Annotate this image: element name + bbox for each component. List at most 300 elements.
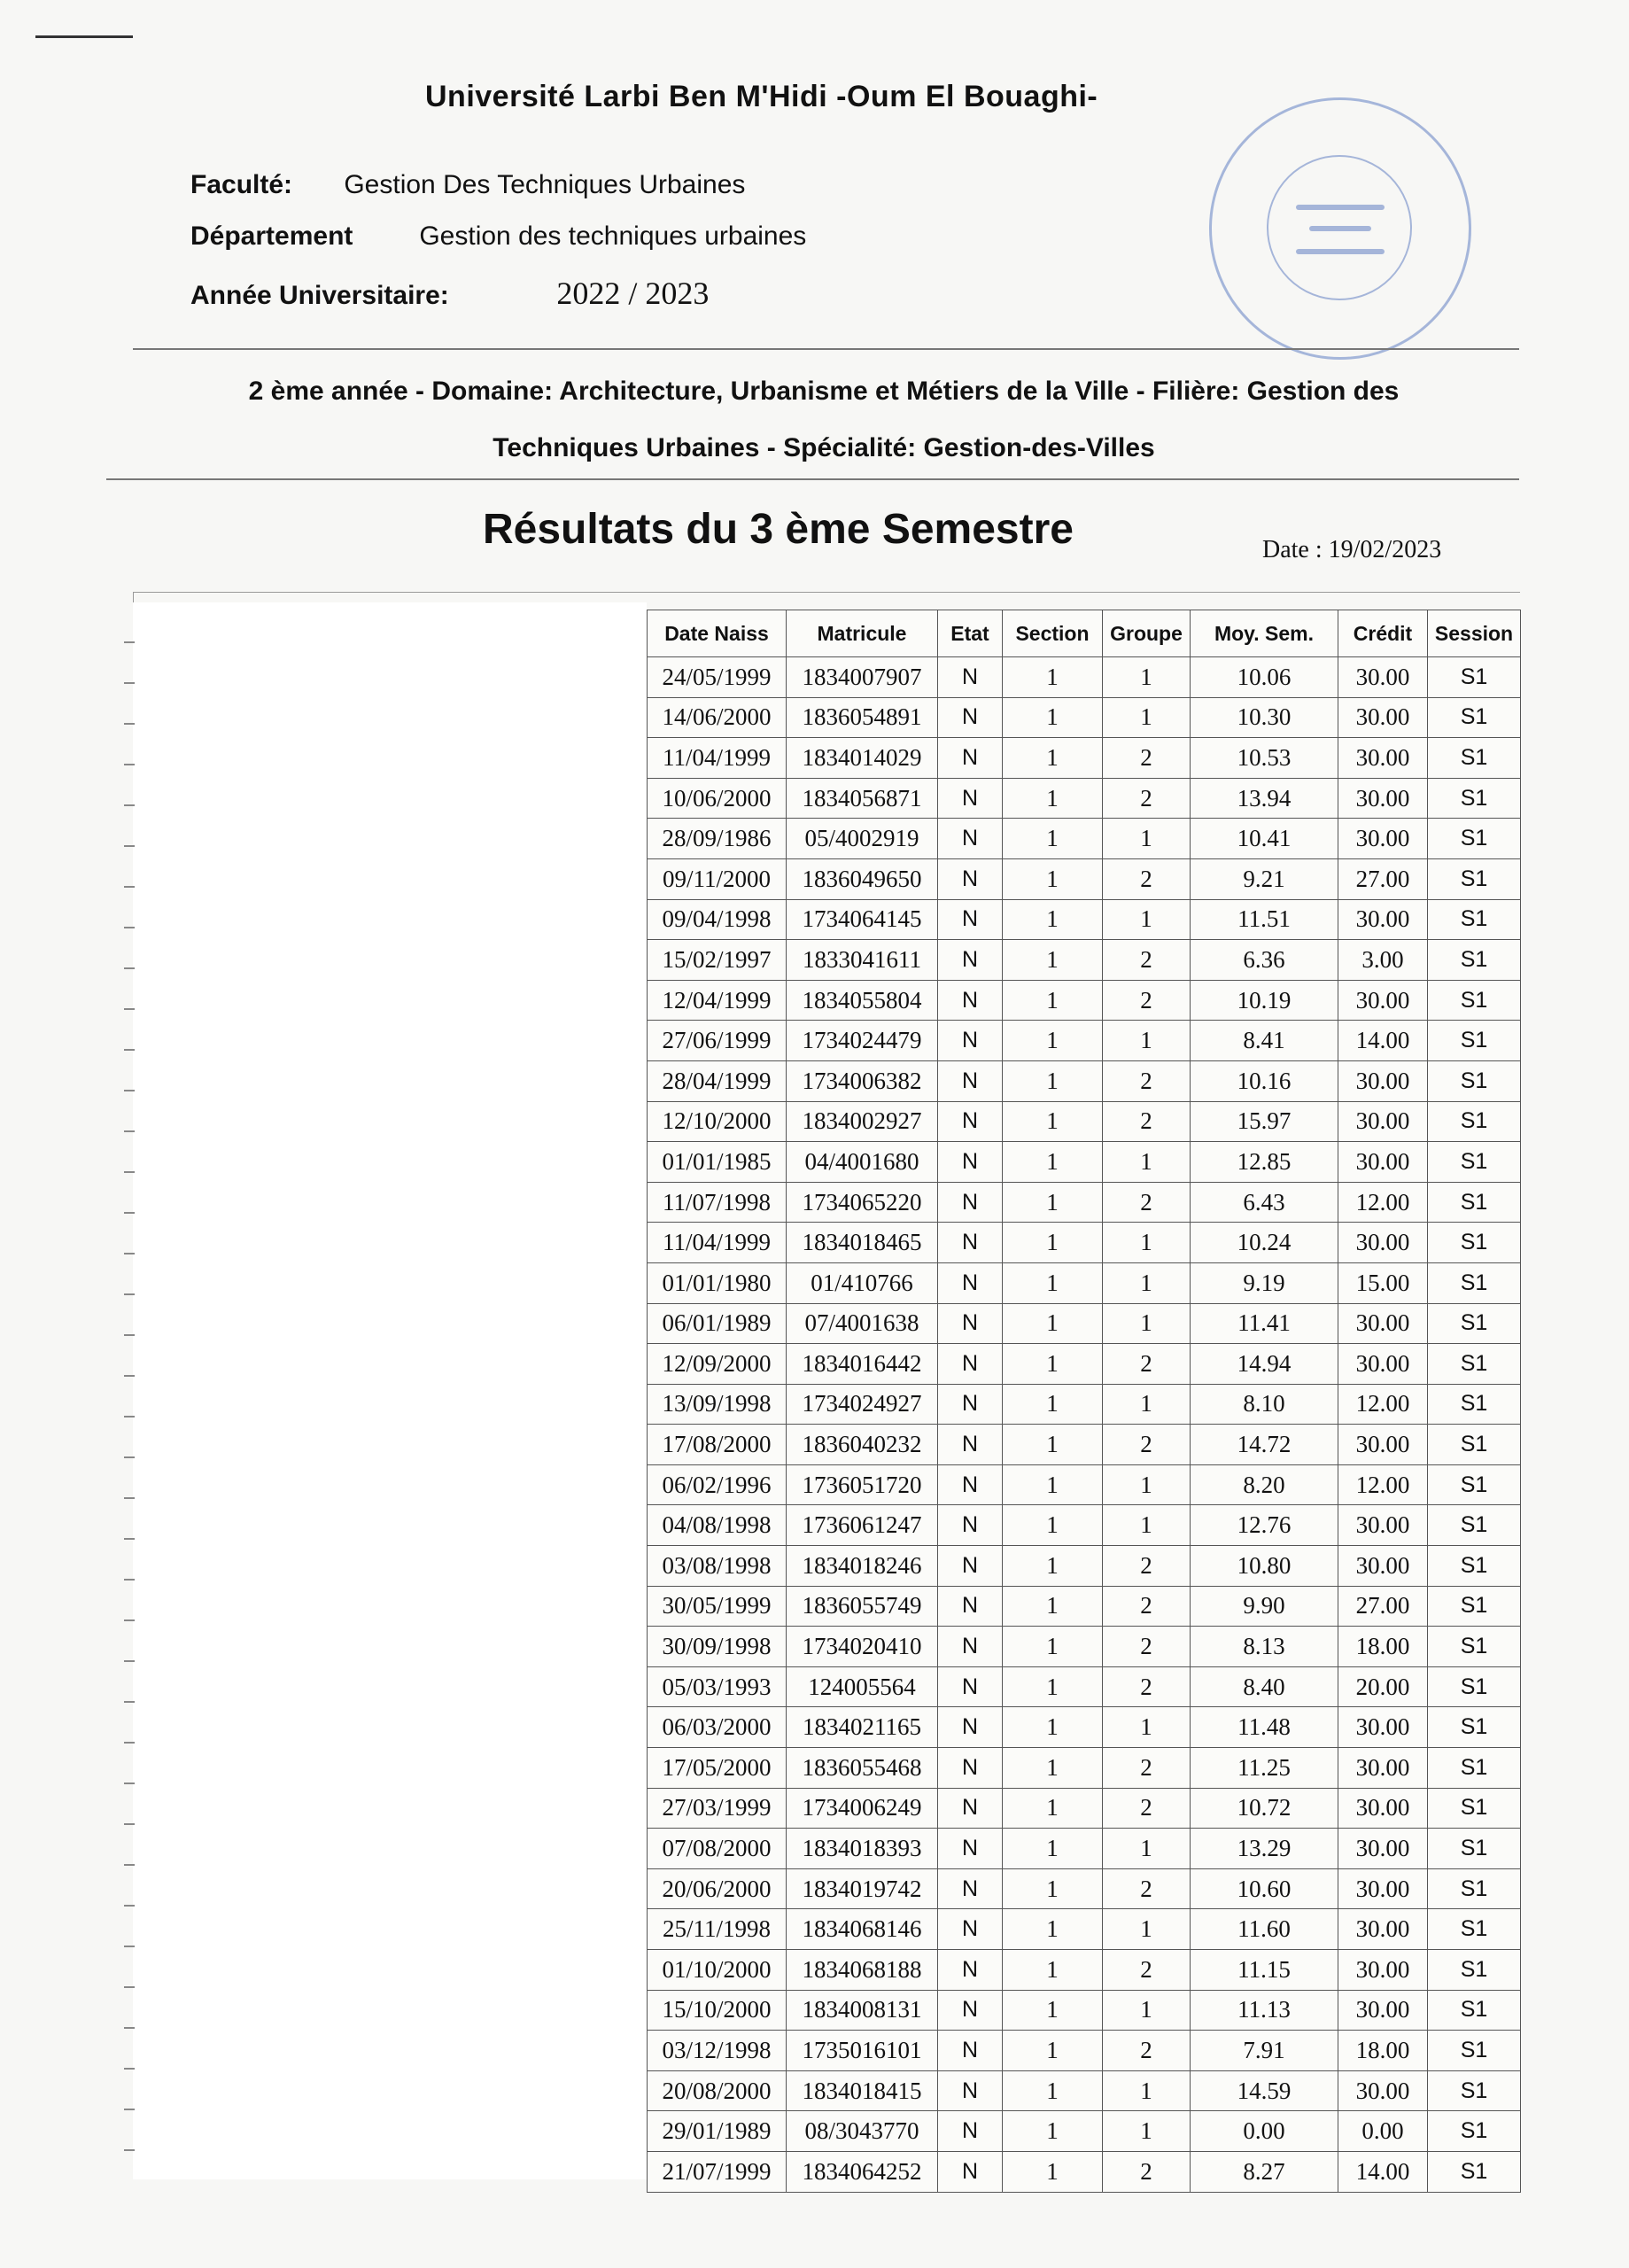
cell-moy-sem: 12.85 — [1191, 1142, 1338, 1183]
cell-section: 1 — [1003, 657, 1103, 698]
cell-date-naiss: 11/04/1999 — [648, 738, 787, 779]
cell-date-naiss: 09/11/2000 — [648, 858, 787, 899]
table-row — [648, 1748, 1521, 1789]
divider — [106, 478, 1519, 480]
cell-section: 1 — [1003, 2031, 1103, 2071]
table-row — [648, 1182, 1521, 1223]
header-etat: Etat — [938, 610, 1003, 657]
corner-mark — [35, 35, 133, 38]
cell-credit: 30.00 — [1338, 1909, 1428, 1950]
cell-groupe: 1 — [1103, 819, 1191, 859]
table-row — [648, 1344, 1521, 1385]
cell-moy-sem: 13.29 — [1191, 1829, 1338, 1869]
faculty-label: Faculté: — [190, 170, 293, 199]
cell-section: 1 — [1003, 1707, 1103, 1748]
cell-section: 1 — [1003, 1546, 1103, 1587]
cell-section: 1 — [1003, 940, 1103, 981]
cell-etat: N — [938, 1546, 1003, 1587]
cell-moy-sem: 12.76 — [1191, 1505, 1338, 1546]
table-row — [648, 1950, 1521, 1991]
cell-section: 1 — [1003, 1505, 1103, 1546]
cell-etat: N — [938, 2031, 1003, 2071]
cell-session: S1 — [1428, 1707, 1521, 1748]
cell-groupe: 1 — [1103, 657, 1191, 698]
cell-credit: 20.00 — [1338, 1666, 1428, 1707]
cell-moy-sem: 6.43 — [1191, 1182, 1338, 1223]
cell-matricule: 04/4001680 — [787, 1142, 938, 1183]
cell-matricule: 05/4002919 — [787, 819, 938, 859]
cell-groupe: 1 — [1103, 1223, 1191, 1263]
cell-section: 1 — [1003, 697, 1103, 738]
cell-etat: N — [938, 1627, 1003, 1667]
header-session: Session — [1428, 610, 1521, 657]
cell-date-naiss: 24/05/1999 — [648, 657, 787, 698]
cell-section: 1 — [1003, 1344, 1103, 1385]
cell-moy-sem: 11.60 — [1191, 1909, 1338, 1950]
cell-moy-sem: 13.94 — [1191, 778, 1338, 819]
cell-matricule: 1736061247 — [787, 1505, 938, 1546]
department-label: Département — [190, 221, 353, 251]
cell-section: 1 — [1003, 1060, 1103, 1101]
cell-etat: N — [938, 819, 1003, 859]
cell-credit: 27.00 — [1338, 1586, 1428, 1627]
cell-groupe: 2 — [1103, 980, 1191, 1021]
cell-etat: N — [938, 1788, 1003, 1829]
cell-credit: 30.00 — [1338, 1950, 1428, 1991]
cell-credit: 30.00 — [1338, 899, 1428, 940]
cell-matricule: 1834018393 — [787, 1829, 938, 1869]
cell-date-naiss: 21/07/1999 — [648, 2151, 787, 2192]
cell-moy-sem: 10.24 — [1191, 1223, 1338, 1263]
cell-session: S1 — [1428, 1060, 1521, 1101]
cell-section: 1 — [1003, 1666, 1103, 1707]
cell-credit: 12.00 — [1338, 1384, 1428, 1425]
cell-credit: 30.00 — [1338, 1344, 1428, 1385]
table-row — [648, 1627, 1521, 1667]
header-moy-sem: Moy. Sem. — [1191, 610, 1338, 657]
cell-section: 1 — [1003, 738, 1103, 779]
cell-date-naiss: 03/12/1998 — [648, 2031, 787, 2071]
table-row — [648, 1060, 1521, 1101]
cell-credit: 30.00 — [1338, 778, 1428, 819]
cell-date-naiss: 17/05/2000 — [648, 1748, 787, 1789]
cell-moy-sem: 14.94 — [1191, 1344, 1338, 1385]
cell-credit: 12.00 — [1338, 1464, 1428, 1505]
cell-groupe: 2 — [1103, 1666, 1191, 1707]
cell-etat: N — [938, 1182, 1003, 1223]
cell-date-naiss: 11/07/1998 — [648, 1182, 787, 1223]
table-row — [648, 1546, 1521, 1587]
cell-moy-sem: 11.41 — [1191, 1303, 1338, 1344]
cell-date-naiss: 06/01/1989 — [648, 1303, 787, 1344]
cell-session: S1 — [1428, 657, 1521, 698]
cell-date-naiss: 07/08/2000 — [648, 1829, 787, 1869]
cell-session: S1 — [1428, 1021, 1521, 1061]
table-row — [648, 1464, 1521, 1505]
cell-groupe: 2 — [1103, 778, 1191, 819]
cell-moy-sem: 8.27 — [1191, 2151, 1338, 2192]
cell-matricule: 1734024927 — [787, 1384, 938, 1425]
cell-section: 1 — [1003, 1464, 1103, 1505]
cell-groupe: 1 — [1103, 1021, 1191, 1061]
cell-moy-sem: 9.21 — [1191, 858, 1338, 899]
cell-matricule: 1734064145 — [787, 899, 938, 940]
cell-credit: 30.00 — [1338, 1505, 1428, 1546]
cell-session: S1 — [1428, 1101, 1521, 1142]
cell-moy-sem: 8.13 — [1191, 1627, 1338, 1667]
cell-moy-sem: 10.30 — [1191, 697, 1338, 738]
cell-matricule: 1834014029 — [787, 738, 938, 779]
header-date-naiss: Date Naiss — [648, 610, 787, 657]
table-row — [648, 738, 1521, 779]
seal-text-mark — [1309, 226, 1371, 231]
cell-matricule: 1736051720 — [787, 1464, 938, 1505]
cell-session: S1 — [1428, 1829, 1521, 1869]
cell-groupe: 2 — [1103, 1627, 1191, 1667]
cell-etat: N — [938, 1707, 1003, 1748]
cell-groupe: 2 — [1103, 1950, 1191, 1991]
table-row — [648, 2031, 1521, 2071]
seal-text-mark — [1296, 249, 1385, 254]
cell-credit: 27.00 — [1338, 858, 1428, 899]
cell-date-naiss: 05/03/1993 — [648, 1666, 787, 1707]
cell-matricule: 1734065220 — [787, 1182, 938, 1223]
cell-groupe: 1 — [1103, 1262, 1191, 1303]
cell-matricule: 1834068188 — [787, 1950, 938, 1991]
cell-credit: 30.00 — [1338, 1707, 1428, 1748]
cell-moy-sem: 7.91 — [1191, 2031, 1338, 2071]
cell-moy-sem: 11.48 — [1191, 1707, 1338, 1748]
cell-moy-sem: 10.41 — [1191, 819, 1338, 859]
cell-matricule: 1834019742 — [787, 1868, 938, 1909]
cell-session: S1 — [1428, 1748, 1521, 1789]
department-value: Gestion des techniques urbaines — [419, 221, 807, 251]
cell-date-naiss: 15/02/1997 — [648, 940, 787, 981]
cell-matricule: 1834016442 — [787, 1344, 938, 1385]
cell-groupe: 2 — [1103, 1060, 1191, 1101]
cell-date-naiss: 30/05/1999 — [648, 1586, 787, 1627]
cell-groupe: 2 — [1103, 940, 1191, 981]
cell-groupe: 1 — [1103, 1142, 1191, 1183]
table-row — [648, 980, 1521, 1021]
cell-credit: 30.00 — [1338, 697, 1428, 738]
cell-groupe: 1 — [1103, 2111, 1191, 2152]
cell-moy-sem: 9.19 — [1191, 1262, 1338, 1303]
faculty-value: Gestion Des Techniques Urbaines — [344, 170, 746, 199]
table-row — [648, 1101, 1521, 1142]
cell-credit: 30.00 — [1338, 1060, 1428, 1101]
cell-credit: 30.00 — [1338, 1303, 1428, 1344]
cell-section: 1 — [1003, 1021, 1103, 1061]
cell-moy-sem: 6.36 — [1191, 940, 1338, 981]
cell-credit: 30.00 — [1338, 1546, 1428, 1587]
cell-session: S1 — [1428, 738, 1521, 779]
cell-session: S1 — [1428, 819, 1521, 859]
cell-date-naiss: 13/09/1998 — [648, 1384, 787, 1425]
cell-etat: N — [938, 1586, 1003, 1627]
cell-session: S1 — [1428, 1505, 1521, 1546]
cell-matricule: 1834007907 — [787, 657, 938, 698]
table-row — [648, 819, 1521, 859]
cell-session: S1 — [1428, 697, 1521, 738]
table-row — [648, 1909, 1521, 1950]
divider — [133, 348, 1519, 350]
cell-groupe: 1 — [1103, 1707, 1191, 1748]
table-row — [648, 657, 1521, 698]
cell-matricule: 01/410766 — [787, 1262, 938, 1303]
cell-session: S1 — [1428, 899, 1521, 940]
cell-session: S1 — [1428, 1666, 1521, 1707]
cell-date-naiss: 12/09/2000 — [648, 1344, 787, 1385]
cell-etat: N — [938, 2070, 1003, 2111]
cell-matricule: 1834002927 — [787, 1101, 938, 1142]
cell-etat: N — [938, 1142, 1003, 1183]
cell-moy-sem: 9.90 — [1191, 1586, 1338, 1627]
cell-etat: N — [938, 2151, 1003, 2192]
cell-etat: N — [938, 899, 1003, 940]
cell-moy-sem: 15.97 — [1191, 1101, 1338, 1142]
cell-section: 1 — [1003, 2111, 1103, 2152]
table-row — [648, 1990, 1521, 2031]
cell-session: S1 — [1428, 1546, 1521, 1587]
cell-moy-sem: 10.60 — [1191, 1868, 1338, 1909]
cell-groupe: 1 — [1103, 1829, 1191, 1869]
cell-etat: N — [938, 1868, 1003, 1909]
cell-credit: 30.00 — [1338, 819, 1428, 859]
cell-session: S1 — [1428, 1950, 1521, 1991]
cell-moy-sem: 8.40 — [1191, 1666, 1338, 1707]
cell-groupe: 2 — [1103, 1788, 1191, 1829]
cell-credit: 15.00 — [1338, 1262, 1428, 1303]
cell-credit: 3.00 — [1338, 940, 1428, 981]
cell-date-naiss: 12/04/1999 — [648, 980, 787, 1021]
cell-moy-sem: 10.80 — [1191, 1546, 1338, 1587]
header-matricule: Matricule — [787, 610, 938, 657]
cell-date-naiss: 10/06/2000 — [648, 778, 787, 819]
cell-date-naiss: 01/01/1985 — [648, 1142, 787, 1183]
table-row — [648, 1666, 1521, 1707]
cell-matricule: 07/4001638 — [787, 1303, 938, 1344]
cell-date-naiss: 28/09/1986 — [648, 819, 787, 859]
cell-moy-sem: 8.10 — [1191, 1384, 1338, 1425]
cell-date-naiss: 09/04/1998 — [648, 899, 787, 940]
cell-groupe: 2 — [1103, 1101, 1191, 1142]
cell-groupe: 2 — [1103, 1546, 1191, 1587]
cell-matricule: 1836049650 — [787, 858, 938, 899]
academic-year-value: 2022 / 2023 — [556, 276, 710, 311]
cell-credit: 14.00 — [1338, 2151, 1428, 2192]
cell-date-naiss: 12/10/2000 — [648, 1101, 787, 1142]
redacted-names-area — [133, 602, 647, 2179]
cell-matricule: 1834068146 — [787, 1909, 938, 1950]
cell-groupe: 2 — [1103, 1586, 1191, 1627]
cell-section: 1 — [1003, 1829, 1103, 1869]
cell-session: S1 — [1428, 1182, 1521, 1223]
cell-date-naiss: 27/03/1999 — [648, 1788, 787, 1829]
cell-matricule: 1834008131 — [787, 1990, 938, 2031]
cell-credit: 30.00 — [1338, 1425, 1428, 1465]
cell-date-naiss: 11/04/1999 — [648, 1223, 787, 1263]
cell-etat: N — [938, 1666, 1003, 1707]
cell-session: S1 — [1428, 1990, 1521, 2031]
cell-matricule: 1834018415 — [787, 2070, 938, 2111]
cell-credit: 18.00 — [1338, 2031, 1428, 2071]
cell-section: 1 — [1003, 2151, 1103, 2192]
table-row — [648, 1223, 1521, 1263]
table-row — [648, 2111, 1521, 2152]
cell-session: S1 — [1428, 1384, 1521, 1425]
cell-groupe: 2 — [1103, 1868, 1191, 1909]
cell-etat: N — [938, 1303, 1003, 1344]
cell-section: 1 — [1003, 1586, 1103, 1627]
cell-matricule: 1734006382 — [787, 1060, 938, 1101]
seal-stamp-icon — [1209, 97, 1471, 360]
cell-date-naiss: 01/10/2000 — [648, 1950, 787, 1991]
table-row — [648, 2151, 1521, 2192]
row-tick-marks — [124, 602, 135, 2179]
cell-session: S1 — [1428, 1627, 1521, 1667]
table-row — [648, 697, 1521, 738]
cell-session: S1 — [1428, 2111, 1521, 2152]
cell-session: S1 — [1428, 778, 1521, 819]
table-row — [648, 899, 1521, 940]
cell-date-naiss: 17/08/2000 — [648, 1425, 787, 1465]
cell-etat: N — [938, 1748, 1003, 1789]
cell-matricule: 1836055749 — [787, 1586, 938, 1627]
cell-etat: N — [938, 1990, 1003, 2031]
cell-etat: N — [938, 1425, 1003, 1465]
header-groupe: Groupe — [1103, 610, 1191, 657]
cell-groupe: 1 — [1103, 899, 1191, 940]
cell-etat: N — [938, 1909, 1003, 1950]
cell-session: S1 — [1428, 2031, 1521, 2071]
cell-section: 1 — [1003, 1627, 1103, 1667]
cell-credit: 30.00 — [1338, 738, 1428, 779]
cell-section: 1 — [1003, 1748, 1103, 1789]
university-name: Université Larbi Ben M'Hidi -Oum El Bouaghi- — [425, 80, 1098, 113]
cell-matricule: 1834021165 — [787, 1707, 938, 1748]
program-line-1: 2 ème année - Domaine: Architecture, Urbanisme et Métiers de la Ville - Filière: Gestion des — [248, 377, 1400, 406]
date-line — [1262, 536, 1441, 564]
seal-text-mark — [1296, 205, 1385, 210]
cell-matricule: 1833041611 — [787, 940, 938, 981]
cell-section: 1 — [1003, 1223, 1103, 1263]
cell-date-naiss: 15/10/2000 — [648, 1990, 787, 2031]
cell-session: S1 — [1428, 1425, 1521, 1465]
cell-date-naiss: 04/08/1998 — [648, 1505, 787, 1546]
cell-moy-sem: 11.25 — [1191, 1748, 1338, 1789]
cell-etat: N — [938, 1262, 1003, 1303]
cell-moy-sem: 0.00 — [1191, 2111, 1338, 2152]
table-row — [648, 1868, 1521, 1909]
cell-etat: N — [938, 1101, 1003, 1142]
cell-moy-sem: 11.13 — [1191, 1990, 1338, 2031]
cell-etat: N — [938, 778, 1003, 819]
table-row — [648, 1262, 1521, 1303]
cell-session: S1 — [1428, 1142, 1521, 1183]
cell-date-naiss: 28/04/1999 — [648, 1060, 787, 1101]
cell-matricule: 1836054891 — [787, 697, 938, 738]
cell-credit: 30.00 — [1338, 1868, 1428, 1909]
program-description — [133, 363, 1515, 477]
cell-date-naiss: 20/06/2000 — [648, 1868, 787, 1909]
academic-year-label: Année Universitaire: — [190, 281, 449, 310]
table-row — [648, 2070, 1521, 2111]
table-row — [648, 858, 1521, 899]
table-row — [648, 1788, 1521, 1829]
table-row — [648, 1707, 1521, 1748]
cell-etat: N — [938, 1223, 1003, 1263]
cell-etat: N — [938, 1344, 1003, 1385]
cell-matricule: 1734024479 — [787, 1021, 938, 1061]
cell-date-naiss: 14/06/2000 — [648, 697, 787, 738]
cell-section: 1 — [1003, 1909, 1103, 1950]
cell-matricule: 1834056871 — [787, 778, 938, 819]
cell-date-naiss: 03/08/1998 — [648, 1546, 787, 1587]
cell-credit: 30.00 — [1338, 1788, 1428, 1829]
cell-groupe: 1 — [1103, 1464, 1191, 1505]
cell-moy-sem: 8.41 — [1191, 1021, 1338, 1061]
cell-credit: 30.00 — [1338, 1223, 1428, 1263]
cell-etat: N — [938, 697, 1003, 738]
cell-groupe: 2 — [1103, 738, 1191, 779]
cell-credit: 30.00 — [1338, 1142, 1428, 1183]
cell-date-naiss: 30/09/1998 — [648, 1627, 787, 1667]
cell-matricule: 124005564 — [787, 1666, 938, 1707]
cell-session: S1 — [1428, 1868, 1521, 1909]
results-table — [647, 610, 1521, 2193]
cell-matricule: 1834018246 — [787, 1546, 938, 1587]
cell-section: 1 — [1003, 1303, 1103, 1344]
cell-section: 1 — [1003, 819, 1103, 859]
table-row — [648, 1142, 1521, 1183]
cell-matricule: 1834064252 — [787, 2151, 938, 2192]
cell-session: S1 — [1428, 1262, 1521, 1303]
cell-date-naiss: 25/11/1998 — [648, 1909, 787, 1950]
cell-session: S1 — [1428, 858, 1521, 899]
cell-matricule: 1836040232 — [787, 1425, 938, 1465]
cell-section: 1 — [1003, 1868, 1103, 1909]
cell-moy-sem: 14.59 — [1191, 2070, 1338, 2111]
cell-section: 1 — [1003, 2070, 1103, 2111]
cell-section: 1 — [1003, 1182, 1103, 1223]
table-header-row — [648, 610, 1521, 657]
cell-section: 1 — [1003, 1788, 1103, 1829]
cell-groupe: 1 — [1103, 1303, 1191, 1344]
cell-credit: 14.00 — [1338, 1021, 1428, 1061]
table-row — [648, 1586, 1521, 1627]
cell-credit: 30.00 — [1338, 980, 1428, 1021]
cell-etat: N — [938, 1021, 1003, 1061]
cell-moy-sem: 8.20 — [1191, 1464, 1338, 1505]
cell-etat: N — [938, 738, 1003, 779]
cell-groupe: 2 — [1103, 2151, 1191, 2192]
cell-etat: N — [938, 657, 1003, 698]
page-title: Résultats du 3 ème Semestre — [483, 506, 1074, 553]
cell-credit: 18.00 — [1338, 1627, 1428, 1667]
program-line-2: Techniques Urbaines - Spécialité: Gestion-des-Villes — [493, 433, 1155, 462]
cell-section: 1 — [1003, 858, 1103, 899]
table-row — [648, 1425, 1521, 1465]
cell-etat: N — [938, 940, 1003, 981]
faculty-row — [190, 170, 745, 200]
cell-moy-sem: 10.19 — [1191, 980, 1338, 1021]
cell-date-naiss: 01/01/1980 — [648, 1262, 787, 1303]
header-section: Section — [1003, 610, 1103, 657]
cell-groupe: 2 — [1103, 1425, 1191, 1465]
cell-etat: N — [938, 1829, 1003, 1869]
cell-section: 1 — [1003, 1262, 1103, 1303]
